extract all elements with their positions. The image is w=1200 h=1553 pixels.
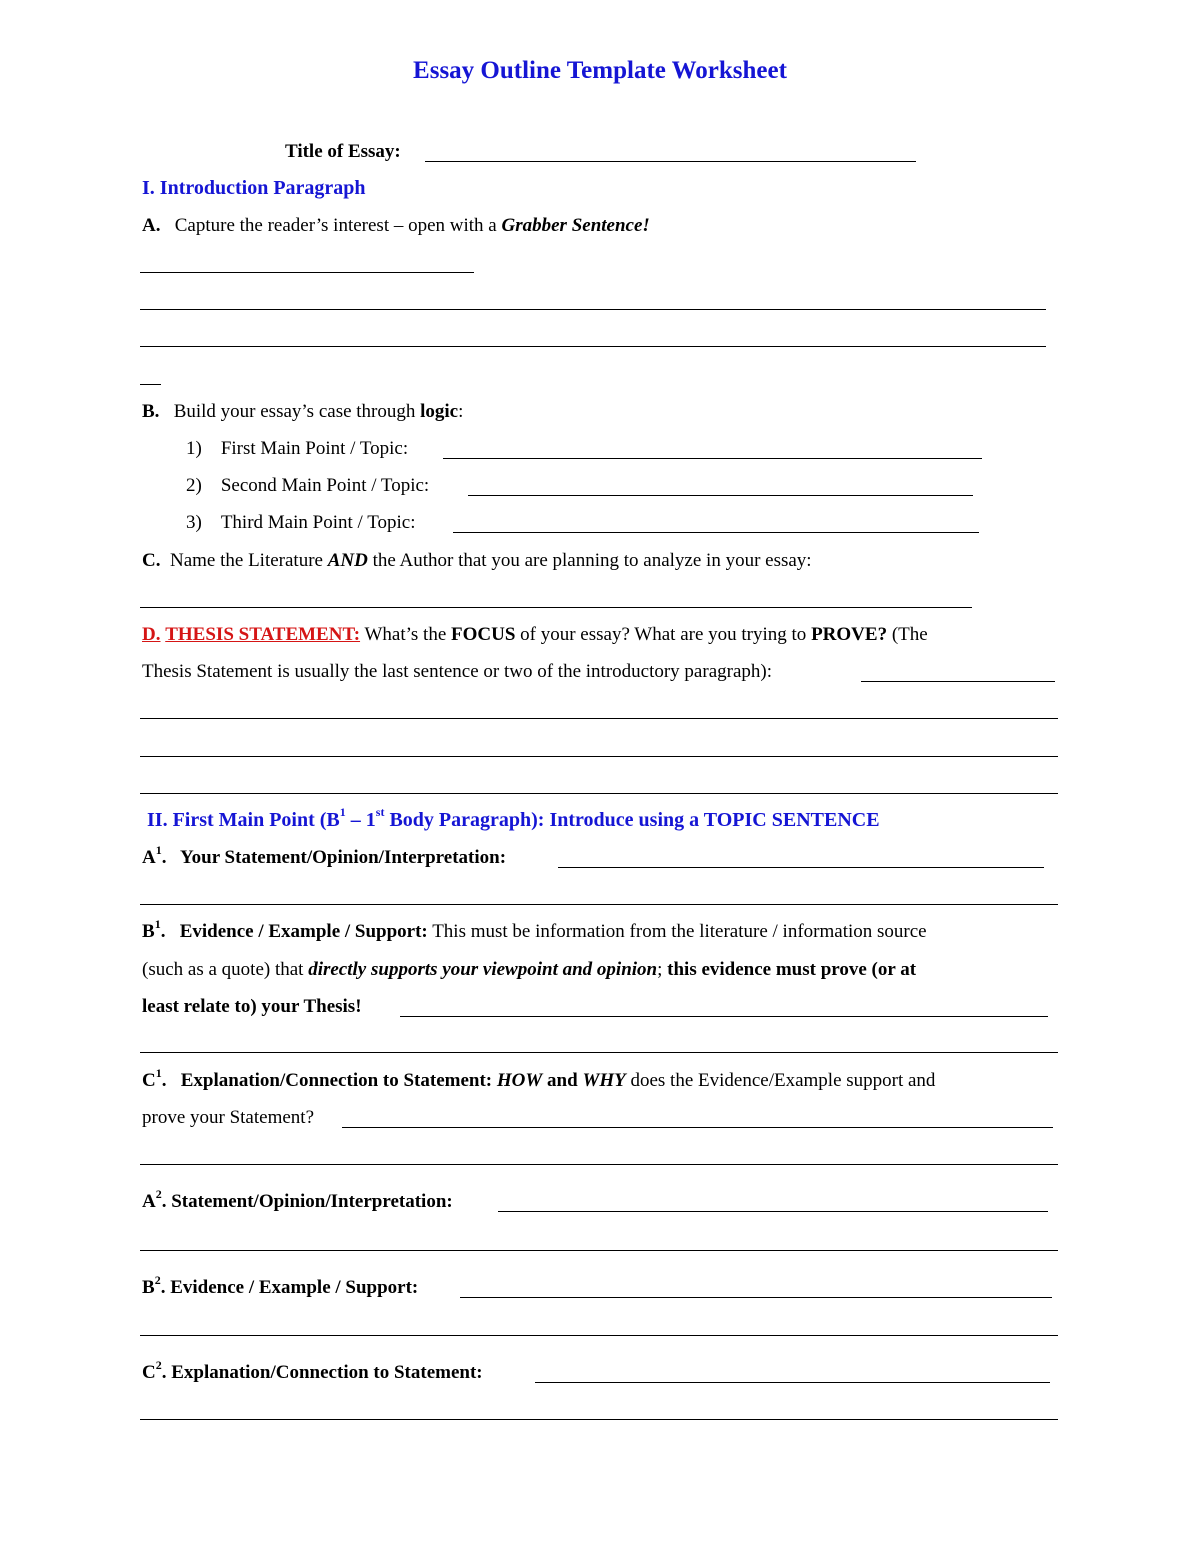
main-point-line[interactable] <box>468 495 973 496</box>
b1-text-2b: directly supports your viewpoint and opinion <box>308 959 658 980</box>
a1-line[interactable] <box>558 867 1044 868</box>
page-title: Essay Outline Template Worksheet <box>413 57 787 84</box>
c1-label: . Explanation/Connection to Statement: <box>161 1070 493 1091</box>
c2-sup: 2 <box>155 1357 162 1372</box>
essay-title-line[interactable] <box>425 161 916 162</box>
logic-text: logic <box>420 401 459 422</box>
c1-line[interactable] <box>140 1164 1058 1165</box>
b1-item-line-2 <box>142 960 916 979</box>
and-text: AND <box>327 550 368 571</box>
b2-line[interactable] <box>460 1297 1052 1298</box>
c2-line[interactable] <box>140 1419 1058 1420</box>
main-point-number: 1) <box>186 438 202 459</box>
body1-heading-post: Body Paragraph): Introduce using a TOPIC SENTENCE <box>384 809 880 831</box>
a2-sup: 2 <box>155 1186 162 1201</box>
prove-text: PROVE? <box>811 624 888 645</box>
thesis-text-2: of your essay? What are you trying to <box>520 624 807 645</box>
thesis-line[interactable] <box>140 793 1058 794</box>
c2-letter: C <box>142 1362 156 1383</box>
b1-item <box>142 916 927 942</box>
b1-text-2d: this evidence must prove (or at <box>667 959 917 980</box>
intro-a-line[interactable] <box>140 272 474 273</box>
a2-line[interactable] <box>140 1250 1058 1251</box>
b1-line[interactable] <box>140 1052 1058 1053</box>
body1-heading-sup1: 1 <box>339 805 346 820</box>
c1-and-text: and <box>547 1070 578 1091</box>
intro-a-line[interactable] <box>140 309 1046 310</box>
b1-sup: 1 <box>154 916 161 931</box>
a1-sup: 1 <box>155 842 162 857</box>
main-point-label: First Main Point / Topic: <box>220 438 409 459</box>
main-point-label: Third Main Point / Topic: <box>220 512 416 533</box>
thesis-item <box>142 625 928 644</box>
main-point-number: 2) <box>186 475 202 496</box>
main-point-item <box>186 513 415 532</box>
a1-item <box>142 842 507 868</box>
intro-a-text: Capture the reader’s interest – open with a <box>174 215 497 236</box>
c2-item <box>142 1357 483 1383</box>
a1-letter: A <box>142 847 156 868</box>
a2-line[interactable] <box>498 1211 1048 1212</box>
main-point-line[interactable] <box>453 532 979 533</box>
main-point-item <box>186 439 408 458</box>
c2-line[interactable] <box>535 1382 1050 1383</box>
focus-text: FOCUS <box>451 624 516 645</box>
body1-heading-mid: – 1 <box>345 809 376 831</box>
c1-text-2: prove your Statement? <box>142 1107 315 1128</box>
body1-heading-pre: II. First Main Point (B <box>147 809 340 831</box>
intro-a-item <box>142 216 650 235</box>
intro-c-line[interactable] <box>140 607 972 608</box>
a1-line[interactable] <box>140 904 1058 905</box>
c1-line[interactable] <box>342 1127 1053 1128</box>
b1-text-3: least relate to) your Thesis! <box>142 996 362 1017</box>
a2-letter: A <box>142 1191 156 1212</box>
intro-heading: I. Introduction Paragraph <box>142 177 366 199</box>
intro-c-item <box>142 551 812 570</box>
grabber-sentence-text: Grabber Sentence! <box>501 215 650 236</box>
main-point-label: Second Main Point / Topic: <box>220 475 430 496</box>
c1-letter: C <box>142 1070 156 1091</box>
intro-c-letter: C. <box>142 550 161 571</box>
thesis-text-3: (The <box>891 624 928 645</box>
intro-b-letter: B. <box>142 401 160 422</box>
b1-line[interactable] <box>400 1016 1048 1017</box>
intro-b-item <box>142 402 463 421</box>
body1-heading <box>147 805 880 831</box>
c1-text: does the Evidence/Example support and <box>630 1070 936 1091</box>
intro-c-text-2: the Author that you are planning to analyze in your essay: <box>372 550 812 571</box>
intro-b-text: Build your essay’s case through <box>173 401 416 422</box>
thesis-label: THESIS STATEMENT: <box>165 624 361 645</box>
a2-label: . Statement/Opinion/Interpretation: <box>161 1191 453 1212</box>
thesis-line[interactable] <box>140 718 1058 719</box>
thesis-line[interactable] <box>861 681 1055 682</box>
b2-line[interactable] <box>140 1335 1058 1336</box>
b1-text-2c: ; <box>657 959 663 980</box>
c2-label: . Explanation/Connection to Statement: <box>161 1362 483 1383</box>
intro-b-colon: : <box>458 401 464 422</box>
body1-heading-sup2: st <box>375 805 385 820</box>
thesis-line-2: Thesis Statement is usually the last sentence or two of the introductory paragraph): <box>142 661 772 682</box>
b2-sup: 2 <box>154 1272 161 1287</box>
thesis-text: What’s the <box>364 624 447 645</box>
why-text: WHY <box>582 1070 626 1091</box>
a2-item <box>142 1186 453 1212</box>
intro-a-line[interactable] <box>140 346 1046 347</box>
intro-c-text: Name the Literature <box>169 550 323 571</box>
b2-label: . Evidence / Example / Support: <box>160 1277 419 1298</box>
main-point-number: 3) <box>186 512 202 533</box>
intro-a-line[interactable] <box>140 384 161 385</box>
b1-label: . Evidence / Example / Support: <box>160 921 428 942</box>
c1-item <box>142 1065 936 1091</box>
how-text: HOW <box>496 1070 543 1091</box>
a1-label: . Your Statement/Opinion/Interpretation: <box>161 847 507 868</box>
c1-sup: 1 <box>155 1065 162 1080</box>
essay-title-label: Title of Essay: <box>285 141 401 162</box>
b2-letter: B <box>142 1277 155 1298</box>
b1-letter: B <box>142 921 155 942</box>
b1-text-2a: (such as a quote) that <box>142 959 304 980</box>
main-point-line[interactable] <box>443 458 982 459</box>
intro-a-letter: A. <box>142 215 161 236</box>
b2-item <box>142 1272 419 1298</box>
thesis-line[interactable] <box>140 756 1058 757</box>
main-point-item <box>186 476 429 495</box>
thesis-letter: D. <box>142 624 161 645</box>
b1-text: This must be information from the literature / information source <box>432 921 927 942</box>
